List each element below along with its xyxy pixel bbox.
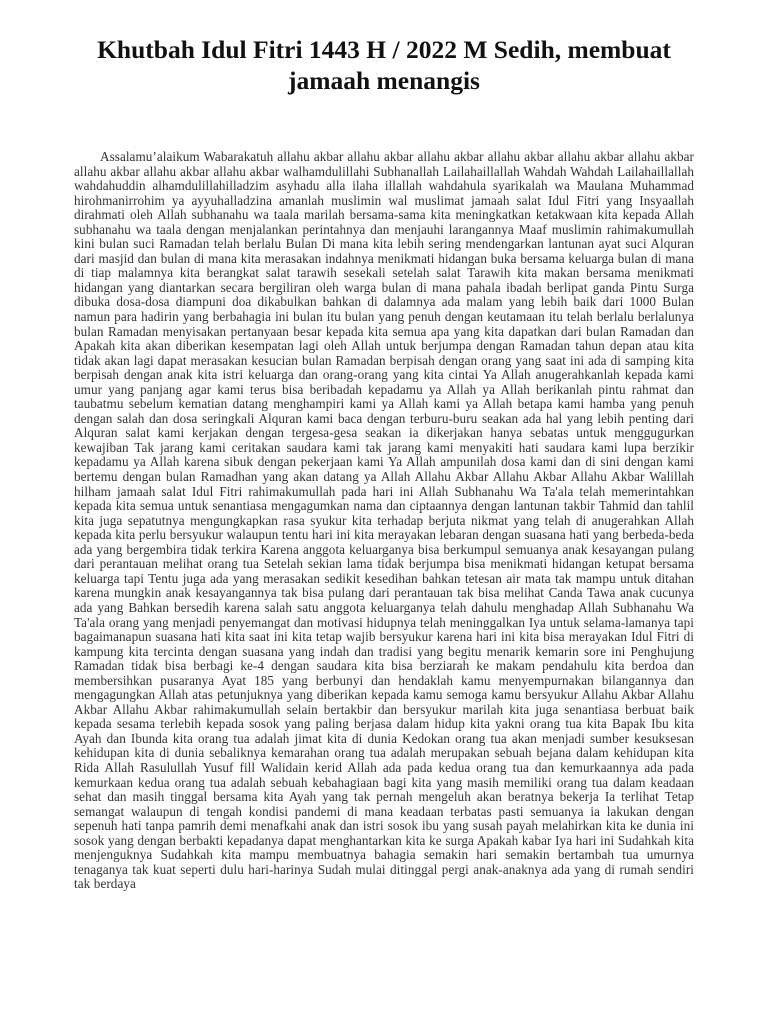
document-title: Khutbah Idul Fitri 1443 H / 2022 M Sedih, membuat jamaah menangis [97, 35, 671, 95]
document-body-paragraph: Assalamu’alaikum Wabarakatuh allahu akbar allahu akbar allahu akbar allahu akbar allahu akbar allahu akbar allahu akbar allahu akbar allahu akbar walhamdulillahi Subhanallah Lailahaillallah Wahdah Wahdah Lailahaillallah wahdahuddin alhamdulillahilladzim asyhadu alla ilaha illallah wahdahula syarikalah wa Maulana Muhammad hirohmanirrohim ya ayyuhalladzina amanlah muslimin wal muslimat jamaah salat Idul Fitri yang Insyaallah dirahmati oleh Allah subhanahu wa taala marilah bersama-sama kita meningkatkan ketakwaan kita kepada Allah subhanahu wa taala dengan menjalankan perintahnya dan menjauhi larangannya Maaf muslimin rahimakumullah kini bulan suci Ramadan telah berlalu Bulan Di mana kita lebih sering mendengarkan lantunan ayat suci Alquran dari masjid dan bulan di mana kita merasakan indahnya menikmati hidangan buka bersama keluarga bulan di mana di tiap malamnya kita berangkat salat tarawih sesekali setelah salat Tarawih kita makan bersama menikmati hidangan yang diantarkan secara bergiliran oleh warga bulan di mana pahala ibadah berlipat ganda Pintu Surga dibuka dosa-dosa diampuni doa dikabulkan bahkan di dalamnya ada malam yang lebih baik dari 1000 Bulan namun para hadirin yang berbahagia ini bulan itu bulan yang penuh dengan keutamaan itu telah berlalu berlalunya bulan Ramadan menyisakan pertanyaan besar kepada kita semua apa yang kita dapatkan dari bulan Ramadan dan Apakah kita akan diberikan kesempatan lagi oleh Allah untuk berjumpa dengan Ramadan tahun depan atau kita tidak akan lagi dapat merasakan kesucian bulan Ramadan berpisah dengan orang yang saat ini ada di samping kita berpisah dengan anak kita istri keluarga dan orang-orang yang kita cintai Ya Allah anugerahkanlah kepada kami umur yang panjang agar kami terus bisa beribadah kepadamu ya Allah ya Allah berikanlah pintu rahmat dan taubatmu sebelum kematian datang menghampiri kami ya Allah kami ya Allah betapa kami hamba yang penuh dengan salah dan dosa seringkali Alquran kami baca dengan terburu-buru seakan ada hal yang lebih penting dari Alquran salat kami kerjakan dengan tergesa-gesa seakan ia dikerjakan hanya sebatas untuk menggugurkan kewajiban Tak jarang kami ceritakan saudara kami tak jarang kami menyakiti hati saudara kami lupa berzikir kepadamu ya Allah karena sibuk dengan pekerjaan kami Ya Allah ampunilah dosa kami dan di sini dengan kami bertemu dengan bulan Ramadhan yang akan datang ya Allah Allahu Akbar Allahu Akbar Allahu Akbar Walillah hilham jamaah salat Idul Fitri rahimakumullah pada hari ini Allah Subhanahu Wa Ta'ala telah memerintahkan kepada kita semua untuk senantiasa mengagumkan nama dan ciptaannya dengan lantunan takbir Tahmid dan tahlil kita juga sepatutnya mengungkapkan rasa syukur kita terhadap berjuta nikmat yang telah di anugerahkan Allah kepada kita perlu bersyukur walaupun tentu hari ini kita merayakan lebaran dengan suasana hati yang berbeda-beda ada yang bergembira tidak terkira Karena anggota keluarganya bisa berkumpul semuanya anak kesayangan pulang dari perantauan melihat orang tua Setelah sekian lama tidak berjumpa bisa menikmati hidangan ketupat bersama keluarga tapi Tentu juga ada yang merasakan sedikit kesedihan bahkan tetesan air mata tak mampu untuk ditahan karena mungkin anak kesayangannya tak bisa pulang dari perantauan tak bisa melihat Canda Tawa anak cucunya ada yang Bahkan bersedih karena salah satu anggota keluarganya telah dahulu menghadap Allah Subhanahu Wa Ta'ala orang yang menjadi penyemangat dan motivasi hidupnya telah meninggalkan Iya untuk selama-lamanya tapi bagaimanapun suasana hati kita saat ini kita tetap wajib bersyukur karena hari ini kita bisa merayakan Idul Fitri di kampung kita tercinta dengan suasana yang indah dan tradisi yang begitu menarik kemarin sore ini Penghujung Ramadan tidak bisa berbagi ke-4 dengan saudara kita bisa berziarah ke makam pendahulu kita berdoa dan membersihkan pusaranya Ayat 185 yang berbunyi dan hendaklah kamu menyempurnakan bilangannya dan mengagungkan Allah atas petunjuknya yang diberikan kepada kamu semoga kamu bersyukur Allahu Akbar Allahu Akbar Allahu Akbar rahimakumullah selain bertakbir dan bersyukur marilah kita juga senantiasa berbuat baik kepada sesama terlebih kepada sosok yang paling berjasa dalam hidup kita yakni orang tua kita Bapak Ibu kita Ayah dan Ibunda kita orang tua adalah jimat kita di dunia Kedokan orang tua akan menjadi sumber kesuksesan kehidupan kita di dunia sebaliknya kemarahan orang tua adalah merupakan sebuah bejana dalam kehidupan kita Rida Allah Rasulullah Yusuf fill Walidain kerid Allah ada pada kedua orang tua dan kemurkaannya ada pada kemurkaan kedua orang tua adalah sebuah kebahagiaan bagi kita yang masih memiliki orang tua dalam keadaan sehat dan masih tinggal bersama kita Ayah yang tak pernah mengeluh akan beratnya bekerja Ia terlihat Tetap semangat walaupun di tengah kondisi pandemi di mana keadaan terbatas pasti semuanya ia lakukan dengan sepenuh hati tanpa pamrih demi menafkahi anak dan istri sosok ibu yang susah payah melahirkan kita ke dunia ini sosok yang dengan berbakti kepadanya dapat menghantarkan kita ke surga Apakah kabar Iya hari ini Sudahkah kita menjenguknya Sudahkah kita mampu membuatnya bahagia semakin hari semakin bertambah tua umurnya tenaganya tak kuat seperti dulu hari-harinya Sudah mulai ditinggal pergi anak-anaknya ada yang di rumah sendiri tak berdaya [74, 149, 694, 892]
